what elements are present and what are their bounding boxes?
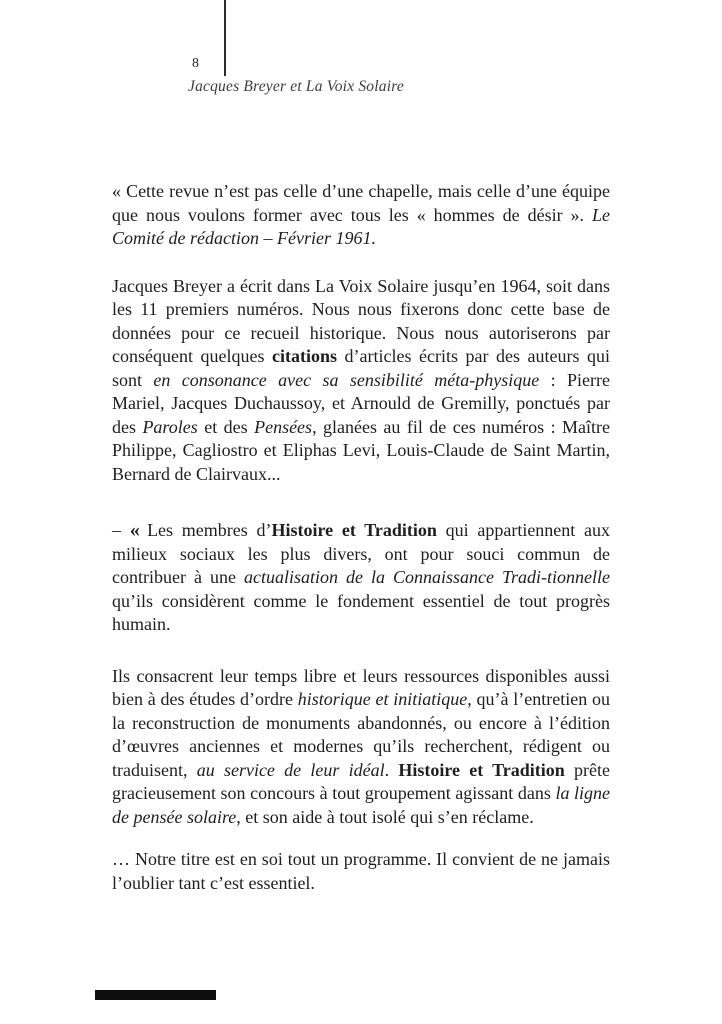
text-segment: … Notre titre est en soi tout un programme. Il convient de ne jamais l’oublier tant c’est essentiel. [112, 849, 610, 893]
text-segment: et des [197, 416, 255, 437]
page-number: 8 [192, 56, 199, 71]
text-segment: : Pierre Mariel, Jacques Duchaussoy, et Arnould de Gremilly, ponctués par des [112, 369, 611, 437]
text-segment: citations [272, 346, 337, 366]
running-header: Jacques Breyer et La Voix Solaire [188, 78, 404, 95]
paragraph [112, 275, 610, 487]
text-segment: , qu’à l’entretien ou la reconstruction de monuments abandonnés, ou encore à l’édition d’œuvres anciennes et modernes qu’ils recherchent, rédigent ou traduisent, [112, 689, 610, 780]
text-segment: Histoire et Tradition [398, 759, 565, 780]
text-segment: – [112, 520, 130, 540]
text-segment: Paroles [142, 416, 198, 437]
body-text [112, 180, 610, 895]
text-segment: Pensées [254, 416, 313, 437]
text-segment: la ligne de pensée solaire [112, 783, 610, 827]
text-segment: qu’ils considèrent comme le fondement essentiel de tout progrès humain. [112, 590, 610, 634]
text-segment: , glanées au fil de ces numéros : Maître Philippe, Cagliostro et Eliphas Levi, Louis-Claude de Saint Martin, Bernard de Clairvaux... [112, 416, 610, 484]
text-segment: d’articles écrits par des auteurs qui sont [112, 346, 610, 390]
text-segment: Le Comité de rédaction – Février 1961. [112, 204, 610, 248]
text-segment: Histoire et Tradition [271, 520, 437, 540]
text-segment: « [129, 519, 148, 541]
paragraph [112, 519, 610, 637]
paragraph [112, 848, 610, 895]
text-segment: « Cette revue n’est pas celle d’une chapelle, mais celle d’une équipe que nous voulons former avec tous les « hommes de désir ». [112, 181, 610, 225]
text-segment: , et son aide à tout isolé qui s’en réclame. [236, 806, 534, 827]
scan-artifact-bottom-bar [95, 990, 216, 1000]
text-segment: . [384, 759, 399, 780]
text-segment: Jacques Breyer a écrit dans La Voix Solaire jusqu’en 1964, soit dans les 11 premiers numéros. Nous nous fixerons donc cette base de données pour ce recueil historique. Nous nous autoriserons par conséquent quelques [112, 275, 610, 366]
text-segment: en consonance avec sa sensibilité méta-physique [153, 369, 540, 390]
paragraph [112, 180, 610, 251]
text-segment: Les membres d’ [147, 520, 272, 540]
text-segment: Ils consacrent leur temps libre et leurs ressources disponibles aussi bien à des études d’ordre [112, 665, 610, 709]
text-segment: historique et initiatique [297, 689, 468, 709]
text-segment: prête gracieusement son concours à tout groupement agissant dans [112, 759, 610, 803]
scan-artifact-vertical-line [224, 0, 226, 76]
body-paragraphs [112, 180, 610, 895]
text-segment: actualisation de la Connaissance Tradi-tionnelle [243, 567, 611, 587]
text-segment: qui appartiennent aux milieux sociaux les plus divers, ont pour souci commun de contribuer à une [112, 520, 611, 587]
paragraph [112, 665, 610, 830]
text-segment: au service de leur idéal [196, 759, 385, 780]
